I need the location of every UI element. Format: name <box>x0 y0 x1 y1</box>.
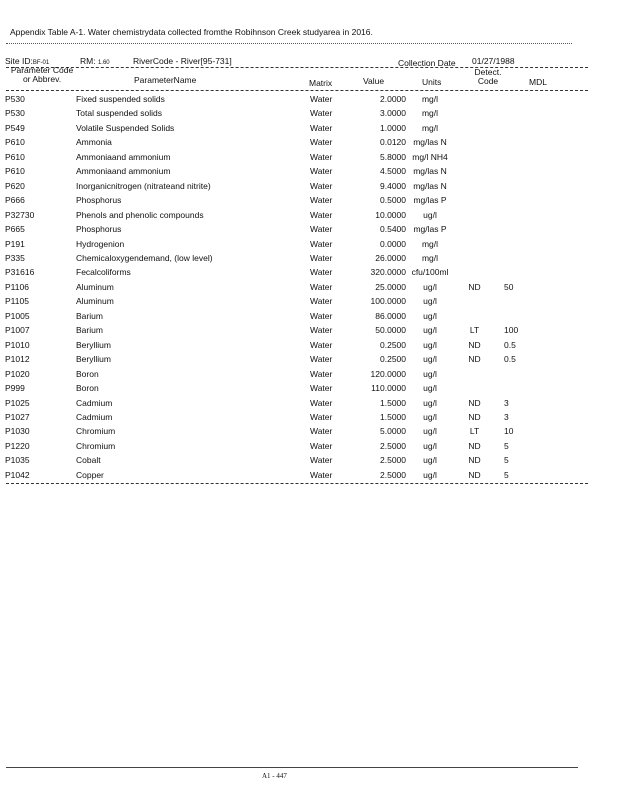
cell-units: ug/l <box>423 383 437 394</box>
cell-parameter-name: Barium <box>76 310 103 321</box>
cell-units: ug/l <box>423 325 437 336</box>
cell-mdl: 0.5 <box>504 354 516 365</box>
cell-matrix: Water <box>310 151 333 162</box>
cell-code: P610 <box>5 166 25 177</box>
cell-matrix: Water <box>310 440 333 451</box>
rm-label: RM: <box>80 56 96 66</box>
cell-detect-code <box>454 294 495 308</box>
table-row <box>5 453 544 467</box>
cell-units: ug/l <box>423 296 437 307</box>
table-row <box>5 121 544 135</box>
table-row <box>5 439 544 453</box>
cell-mdl: 100 <box>504 325 519 336</box>
collection-date-value: 01/27/1988 <box>472 56 515 66</box>
cell-value: 2.5000 <box>380 469 406 480</box>
cell-code: P1105 <box>5 296 29 307</box>
cell-code: P1220 <box>5 440 30 451</box>
cell-mdl <box>495 222 544 236</box>
cell-value: 1.5000 <box>380 411 406 422</box>
cell-parameter-name: Beryllium <box>76 339 111 350</box>
cell-value: 2.5000 <box>380 455 406 466</box>
cell-code: P549 <box>5 122 25 133</box>
cell-units: ug/l <box>423 397 437 408</box>
cell-parameter-name: Chromium <box>76 440 116 451</box>
cell-detect-code <box>454 309 495 323</box>
cell-value: 2.0000 <box>380 94 406 104</box>
title-divider <box>6 43 572 44</box>
cell-detect-code: ND <box>468 411 481 422</box>
cell-detect-code: LT <box>469 426 480 437</box>
cell-units: ug/l <box>423 209 437 220</box>
cell-mdl: 10 <box>504 426 514 437</box>
cell-value: 100.0000 <box>370 296 406 307</box>
cell-units: mg/l <box>421 94 439 104</box>
cell-units: ug/l <box>423 281 437 292</box>
table-row <box>5 323 544 337</box>
cell-code: P1012 <box>5 354 30 365</box>
cell-detect-code <box>454 92 495 106</box>
cell-mdl <box>495 150 544 164</box>
table-row <box>5 164 544 178</box>
cell-units: ug/l <box>423 455 437 466</box>
cell-parameter-name: Beryllium <box>76 354 111 365</box>
cell-mdl: 5 <box>504 455 509 466</box>
cell-code: P665 <box>5 224 25 235</box>
cell-parameter-name: Ammonia <box>76 137 112 148</box>
cell-units: ug/l <box>423 339 437 350</box>
cell-matrix: Water <box>310 166 333 177</box>
table-title: Appendix Table A-1. Water chemistrydata collected fromthe Robihnson Creek studyarea in 2016. <box>10 27 373 37</box>
cell-matrix: Water <box>310 426 333 437</box>
cell-code: P999 <box>5 383 25 394</box>
cell-matrix: Water <box>310 195 333 206</box>
cell-mdl: 3 <box>504 397 509 408</box>
table-row <box>5 367 544 381</box>
cell-units: ug/l <box>423 469 437 480</box>
col-header-value: Value <box>363 76 385 86</box>
table-row <box>5 280 544 294</box>
table-row <box>5 251 544 265</box>
cell-parameter-name: Hydrogenion <box>76 238 125 249</box>
cell-detect-code <box>454 106 495 120</box>
cell-matrix: Water <box>310 469 333 480</box>
col-header-name: ParameterName <box>134 75 197 85</box>
cell-code: P1025 <box>5 397 30 408</box>
cell-value: 5.8000 <box>380 151 406 162</box>
cell-parameter-name: Cadmium <box>76 397 113 408</box>
cell-detect-code: ND <box>468 469 481 480</box>
cell-units: mg/las N <box>413 137 447 148</box>
cell-detect-code <box>454 135 495 149</box>
cell-detect-code <box>454 381 495 395</box>
col-header-matrix: Matrix <box>309 78 333 88</box>
cell-parameter-name: Phenols and phenolic compounds <box>76 209 204 220</box>
cell-units: mg/las N <box>413 166 447 177</box>
cell-mdl: 3 <box>504 411 509 422</box>
cell-mdl: 0.5 <box>504 339 516 350</box>
cell-mdl: 50 <box>504 281 514 292</box>
cell-matrix: Water <box>310 238 333 249</box>
table-row <box>5 468 544 482</box>
header-divider-bottom <box>6 90 588 91</box>
table-row <box>5 396 544 410</box>
cell-matrix: Water <box>310 224 333 235</box>
col-header-detect-line1: Detect. <box>474 67 502 77</box>
cell-units: ug/l <box>423 411 437 422</box>
cell-parameter-name: Aluminum <box>76 281 114 292</box>
cell-code: P335 <box>5 252 25 263</box>
cell-code: P1106 <box>5 281 29 292</box>
cell-parameter-name: Phosphorus <box>76 224 122 235</box>
table-row <box>5 208 544 222</box>
cell-mdl <box>495 208 544 222</box>
cell-matrix: Water <box>310 137 333 148</box>
cell-mdl <box>495 367 544 381</box>
cell-units: mg/l <box>421 238 439 249</box>
cell-code: P610 <box>5 137 25 148</box>
cell-detect-code: ND <box>468 397 481 408</box>
cell-detect-code: ND <box>468 455 481 466</box>
cell-parameter-name: Chromium <box>76 426 116 437</box>
cell-mdl <box>495 135 544 149</box>
cell-parameter-name: Volatile Suspended Solids <box>76 122 175 133</box>
cell-code: P666 <box>5 195 25 206</box>
table-row <box>5 179 544 193</box>
cell-value: 0.5400 <box>380 224 406 235</box>
cell-matrix: Water <box>310 108 333 119</box>
cell-detect-code <box>454 121 495 135</box>
cell-value: 5.0000 <box>380 426 406 437</box>
cell-detect-code <box>454 164 495 178</box>
cell-units: mg/l <box>421 252 439 263</box>
chemistry-table-body <box>5 92 544 482</box>
cell-parameter-name: Inorganicnitrogen (nitrateand nitrite) <box>76 180 211 191</box>
cell-code: P191 <box>5 238 25 249</box>
cell-matrix: Water <box>310 267 333 278</box>
cell-parameter-name: Cadmium <box>76 411 113 422</box>
cell-matrix: Water <box>310 339 333 350</box>
cell-matrix: Water <box>310 383 333 394</box>
table-row <box>5 106 544 120</box>
cell-code: P620 <box>5 180 25 191</box>
cell-detect-code <box>454 367 495 381</box>
cell-detect-code: LT <box>469 325 480 336</box>
river-code: RiverCode - River[95-731] <box>133 56 232 66</box>
cell-parameter-name: Fecalcoliforms <box>76 267 131 278</box>
cell-value: 120.0000 <box>370 368 406 379</box>
collection-date-label: Collection Date <box>398 58 456 68</box>
cell-value: 0.2500 <box>380 354 406 365</box>
table-row <box>5 237 544 251</box>
cell-value: 25.0000 <box>375 281 406 292</box>
cell-matrix: Water <box>310 252 333 263</box>
cell-units: mg/l <box>421 122 439 133</box>
cell-parameter-name: Boron <box>76 368 99 379</box>
chemistry-table <box>5 92 544 482</box>
cell-value: 0.0120 <box>380 137 406 148</box>
table-row <box>5 150 544 164</box>
cell-value: 2.5000 <box>380 440 406 451</box>
col-header-code-line2: or Abbrev. <box>22 74 62 84</box>
rm-value: 1.60 <box>97 60 110 66</box>
cell-value: 1.0000 <box>380 122 406 133</box>
cell-units: mg/las P <box>413 224 447 235</box>
cell-matrix: Water <box>310 281 333 292</box>
cell-value: 26.0000 <box>375 252 406 263</box>
table-row <box>5 424 544 438</box>
table-end-divider <box>6 483 588 484</box>
cell-matrix: Water <box>310 310 333 321</box>
cell-parameter-name: Total suspended solids <box>76 108 163 119</box>
cell-value: 320.0000 <box>370 267 406 278</box>
cell-value: 0.2500 <box>380 339 406 350</box>
col-header-units: Units <box>422 77 442 87</box>
site-id-value: BF-01 <box>32 60 50 66</box>
cell-parameter-name: Ammoniaand ammonium <box>76 166 171 177</box>
cell-parameter-name: Ammoniaand ammonium <box>76 151 171 162</box>
cell-detect-code: ND <box>468 281 481 292</box>
cell-mdl <box>495 309 544 323</box>
cell-detect-code <box>454 251 495 265</box>
cell-code: P1042 <box>5 469 30 480</box>
page-number: A1 - 447 <box>262 772 287 780</box>
cell-parameter-name: Phosphorus <box>76 195 122 206</box>
cell-parameter-name: Barium <box>76 325 103 336</box>
cell-code: P1035 <box>5 455 30 466</box>
table-row <box>5 222 544 236</box>
cell-code: P31616 <box>5 267 35 278</box>
cell-units: cfu/100ml <box>411 267 449 278</box>
cell-value: 9.4000 <box>380 180 406 191</box>
col-header-code <box>6 66 78 84</box>
cell-matrix: Water <box>310 122 333 133</box>
cell-detect-code <box>454 150 495 164</box>
cell-value: 50.0000 <box>375 325 406 336</box>
cell-units: ug/l <box>423 368 437 379</box>
cell-code: P530 <box>5 108 25 119</box>
cell-detect-code <box>454 265 495 279</box>
cell-detect-code <box>454 222 495 236</box>
cell-parameter-name: Boron <box>76 383 99 394</box>
cell-value: 0.0000 <box>380 238 406 249</box>
cell-matrix: Water <box>310 354 333 365</box>
footer-rule <box>6 767 578 768</box>
col-header-mdl: MDL <box>529 77 547 87</box>
col-header-code-line1: Parameter Code <box>10 65 74 75</box>
cell-matrix: Water <box>310 411 333 422</box>
cell-value: 0.5000 <box>380 195 406 206</box>
table-row <box>5 265 544 279</box>
table-row <box>5 92 544 106</box>
cell-parameter-name: Fixed suspended solids <box>76 94 165 104</box>
cell-value: 86.0000 <box>375 310 406 321</box>
cell-detect-code: ND <box>468 440 481 451</box>
cell-mdl <box>495 251 544 265</box>
cell-detect-code <box>454 193 495 207</box>
cell-mdl <box>495 381 544 395</box>
cell-units: ug/l <box>423 310 437 321</box>
cell-units: ug/l <box>423 354 437 365</box>
col-header-detect <box>472 68 504 86</box>
cell-mdl <box>495 164 544 178</box>
table-row <box>5 338 544 352</box>
cell-code: P1005 <box>5 310 30 321</box>
cell-parameter-name: Copper <box>76 469 104 480</box>
cell-units: mg/l <box>421 108 439 119</box>
cell-detect-code <box>454 179 495 193</box>
cell-detect-code: ND <box>468 339 481 350</box>
cell-code: P530 <box>5 94 25 104</box>
cell-mdl <box>495 294 544 308</box>
table-row <box>5 381 544 395</box>
cell-value: 110.0000 <box>371 383 406 394</box>
cell-mdl <box>495 106 544 120</box>
cell-units: ug/l <box>423 440 437 451</box>
table-row <box>5 135 544 149</box>
site-id-label: Site ID: <box>5 56 33 66</box>
cell-matrix: Water <box>310 180 333 191</box>
table-row <box>5 193 544 207</box>
cell-units: mg/l NH4 <box>412 151 448 162</box>
cell-matrix: Water <box>310 296 333 307</box>
cell-code: P1030 <box>5 426 30 437</box>
cell-value: 1.5000 <box>380 397 406 408</box>
cell-matrix: Water <box>310 455 333 466</box>
cell-parameter-name: Cobalt <box>76 455 101 466</box>
table-row <box>5 352 544 366</box>
table-row <box>5 309 544 323</box>
cell-detect-code: ND <box>468 354 481 365</box>
cell-matrix: Water <box>310 397 333 408</box>
cell-detect-code <box>454 208 495 222</box>
col-header-detect-line2: Code <box>477 76 499 86</box>
cell-code: P1010 <box>5 339 30 350</box>
cell-code: P610 <box>5 151 25 162</box>
cell-value: 3.0000 <box>380 108 406 119</box>
cell-mdl <box>495 121 544 135</box>
cell-matrix: Water <box>310 325 333 336</box>
cell-units: mg/las N <box>413 180 447 191</box>
cell-code: P1007 <box>5 325 30 336</box>
table-row <box>5 410 544 424</box>
cell-value: 10.0000 <box>375 209 406 220</box>
cell-mdl <box>495 92 544 106</box>
cell-detect-code <box>454 237 495 251</box>
cell-parameter-name: Aluminum <box>76 296 114 307</box>
cell-matrix: Water <box>310 209 333 220</box>
cell-code: P32730 <box>5 209 35 220</box>
cell-units: ug/l <box>423 426 437 437</box>
cell-mdl: 5 <box>504 469 509 480</box>
cell-value: 4.5000 <box>380 166 406 177</box>
cell-mdl <box>495 179 544 193</box>
cell-matrix: Water <box>310 94 333 104</box>
cell-parameter-name: Chemicaloxygendemand, (low level) <box>76 252 213 263</box>
cell-mdl <box>495 193 544 207</box>
cell-mdl <box>495 237 544 251</box>
cell-mdl <box>495 265 544 279</box>
cell-units: mg/las P <box>413 195 447 206</box>
river-mile <box>80 56 110 66</box>
table-row <box>5 294 544 308</box>
cell-code: P1027 <box>5 411 30 422</box>
cell-matrix: Water <box>310 368 333 379</box>
cell-code: P1020 <box>5 368 30 379</box>
cell-mdl: 5 <box>504 440 509 451</box>
